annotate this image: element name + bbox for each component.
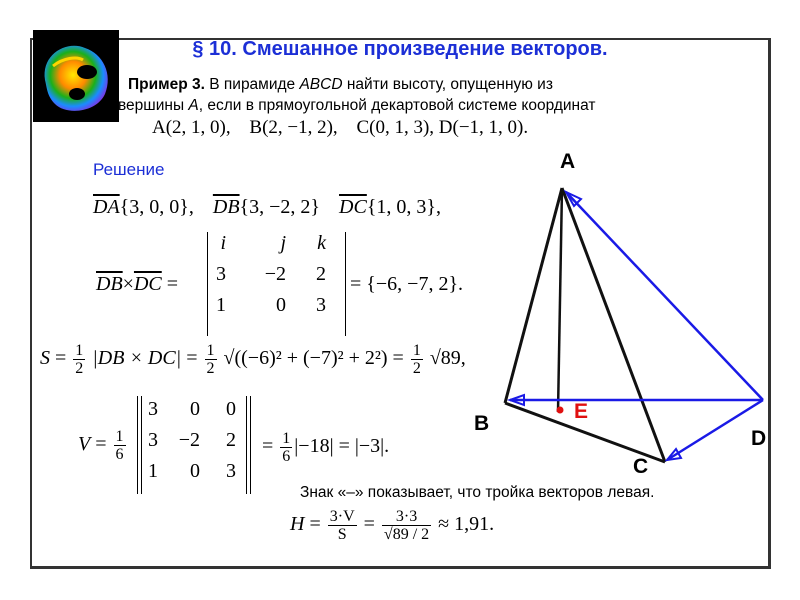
det-j: j	[280, 232, 286, 254]
area-eq-2: =	[186, 347, 198, 370]
vector-db-value: {3, −2, 2}	[239, 196, 321, 218]
vector-da: $\overline{DA}$	[93, 196, 120, 218]
det-cell: 0	[226, 398, 236, 420]
sign-note: Знак «–» показывает, что тройка векторов левая.	[300, 484, 655, 501]
det-cell: 3	[316, 294, 326, 316]
half-fraction: $\frac{1}{2}$	[75, 342, 84, 377]
edge-ab	[505, 188, 562, 403]
sixth-fraction: $\frac{1}{6}$	[115, 428, 124, 463]
half-fraction-2: $\frac{1}{2}$	[206, 342, 215, 377]
det-cell: 3	[216, 263, 226, 285]
det-cell: 1	[148, 460, 158, 482]
vector-dc-value: {1, 0, 3},	[366, 196, 442, 218]
height-h: H	[290, 513, 305, 536]
volume-result-fraction: $\frac{1}{6}$	[282, 430, 291, 465]
det-cell: 3	[148, 429, 158, 451]
pyramid-name: ABCD	[299, 76, 343, 93]
height-eq: =	[309, 513, 321, 536]
cross-times: ×	[122, 273, 134, 295]
det-cell: 0	[190, 398, 200, 420]
height-fraction-1: $\frac{3\cdot V}{S}$	[329, 508, 355, 543]
height-fraction-2: $\frac{3\cdot 3}{√89 / 2}$	[383, 508, 430, 543]
coord-c: C(0, 1, 3),	[356, 117, 435, 138]
point-e-marker	[557, 407, 564, 414]
label-c: C	[633, 455, 649, 478]
area-result: √89,	[429, 347, 466, 370]
half-fraction-3: $\frac{1}{2}$	[412, 342, 421, 377]
area-eq-1: =	[55, 347, 67, 370]
label-d: D	[751, 427, 767, 450]
det-cell: 0	[276, 294, 286, 316]
coord-a: A(2, 1, 0),	[152, 117, 231, 138]
det-cell: 0	[190, 460, 200, 482]
det-i: i	[220, 232, 226, 254]
coord-d: D(−1, 1, 0).	[438, 117, 529, 138]
det-cell: −2	[264, 263, 286, 285]
vector-db: $\overline{DB}$	[212, 196, 240, 218]
label-e: E	[574, 400, 589, 423]
volume-result-tail: |−18| = |−3|.	[294, 435, 390, 458]
vector-da-value: {3, 0, 0},	[119, 196, 194, 218]
problem-text-3: вершины	[118, 97, 189, 114]
det-cell: 1	[216, 294, 226, 316]
det-cell: 2	[316, 263, 326, 285]
problem-text-1: В пирамиде	[204, 76, 300, 93]
cross-dc: $\overline{DC}$	[133, 273, 162, 295]
area-abs: |DB × DC|	[92, 347, 182, 370]
area-s: S	[40, 347, 50, 370]
coord-b: B(2, −1, 2),	[249, 117, 338, 138]
area-eq-3: =	[392, 347, 404, 370]
cross-eq: =	[166, 273, 179, 295]
volume-eq: =	[95, 433, 107, 456]
label-b: B	[474, 412, 490, 435]
height-ae	[558, 188, 562, 412]
problem-text-4: , если в прямоугольной декартовой системе координат	[198, 97, 596, 114]
vertex-name: A	[188, 97, 199, 114]
example-label: Пример 3.	[128, 76, 205, 93]
cross-result: = {−6, −7, 2}.	[350, 273, 464, 295]
vector-da-arrow	[566, 192, 763, 400]
det-cell: 3	[148, 398, 158, 420]
height-eq-2: =	[363, 513, 375, 536]
label-a: A	[560, 150, 576, 173]
volume-result-eq: =	[262, 435, 279, 458]
det-cell: 3	[226, 460, 236, 482]
cross-db: $\overline{DB}$	[96, 273, 123, 295]
vector-dc-arrow	[667, 400, 763, 460]
area-root: √((−6)² + (−7)² + 2²)	[223, 347, 388, 370]
slide-title: § 10. Смешанное произведение векторов.	[192, 38, 608, 60]
solution-heading: Решение	[93, 160, 165, 179]
problem-text-2: найти высоту, опущенную из	[342, 76, 553, 93]
det-cell: −2	[178, 429, 200, 451]
det-cell: 2	[226, 429, 236, 451]
volume-v: V	[78, 433, 91, 456]
det-k: k	[317, 232, 326, 254]
vector-dc: $\overline{DC}$	[339, 196, 367, 218]
height-approx: ≈ 1,91.	[438, 513, 495, 536]
